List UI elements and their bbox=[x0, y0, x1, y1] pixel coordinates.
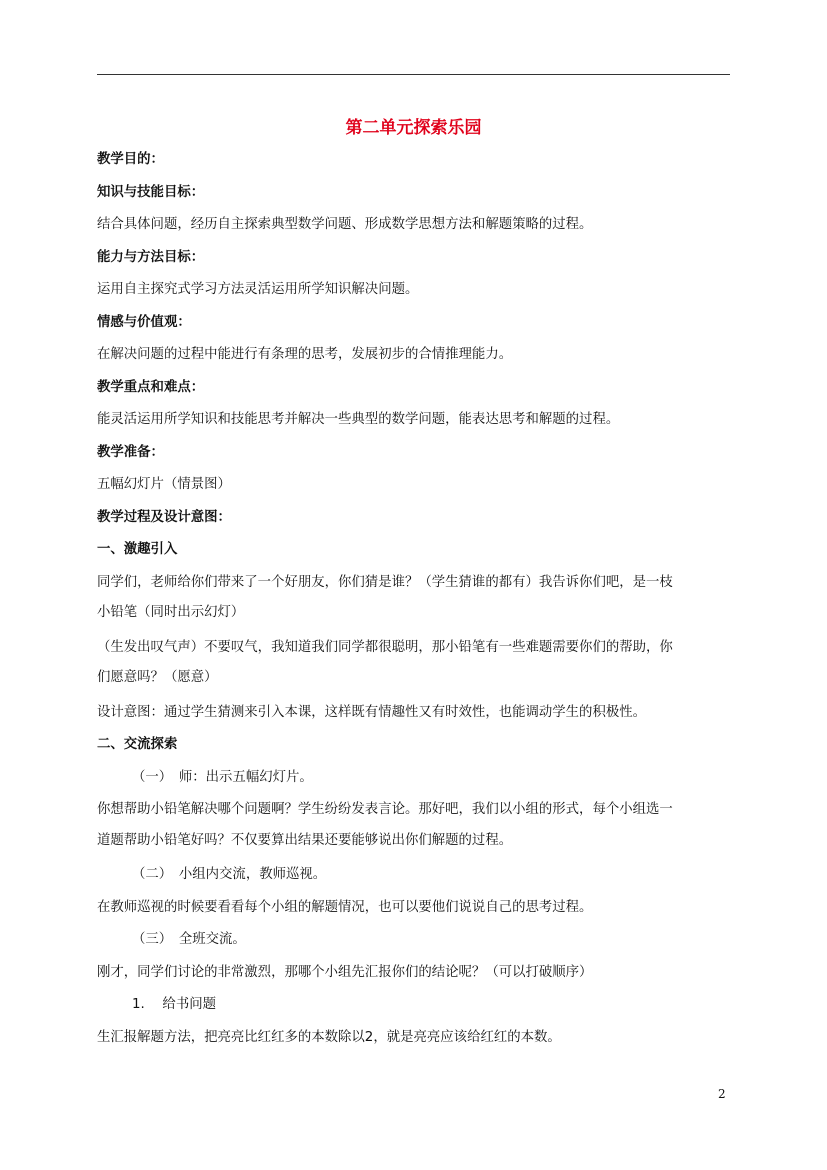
sub-item: （一） 师：出示五幅幻灯片。 bbox=[132, 770, 313, 785]
heading-emotion-value: 情感与价值观： bbox=[97, 315, 191, 330]
heading-ability-method: 能力与方法目标： bbox=[97, 250, 205, 265]
header-rule bbox=[97, 74, 730, 75]
paragraph: 们愿意吗？（愿意） bbox=[97, 670, 218, 685]
section-heading-1: 一、激趣引入 bbox=[97, 542, 178, 557]
paragraph: 运用自主探究式学习方法灵活运用所学知识解决问题。 bbox=[97, 282, 419, 297]
paragraph: 生汇报解题方法，把亮亮比红红多的本数除以2，就是亮亮应该给红红的本数。 bbox=[97, 1030, 561, 1045]
paragraph: 道题帮助小铅笔好吗？不仅要算出结果还要能够说出你们解题的过程。 bbox=[97, 833, 513, 848]
paragraph: 同学们，老师给你们带来了一个好朋友，你们猜是谁？（学生猜谁的都有）我告诉你们吧，是一枝 bbox=[97, 575, 673, 590]
paragraph: （生发出叹气声）不要叹气，我知道我们同学都很聪明，那小铅笔有一些难题需要你们的帮助，你 bbox=[97, 640, 673, 655]
paragraph: 在解决问题的过程中能进行有条理的思考，发展初步的合情推理能力。 bbox=[97, 347, 513, 362]
paragraph: 设计意图：通过学生猜测来引入本课，这样既有情趣性又有时效性，也能调动学生的积极性。 bbox=[97, 705, 647, 720]
paragraph: 小铅笔（同时出示幻灯） bbox=[97, 605, 245, 620]
numbered-item: 1. 给书问题 bbox=[132, 997, 216, 1012]
heading-preparation: 教学准备： bbox=[97, 445, 164, 460]
heading-teaching-purpose: 教学目的： bbox=[97, 152, 164, 167]
paragraph: 在教师巡视的时候要看看每个小组的解题情况，也可以要他们说说自己的思考过程。 bbox=[97, 900, 593, 915]
paragraph: 你想帮助小铅笔解决哪个问题啊？学生纷纷发表言论。那好吧，我们以小组的形式，每个小组选一 bbox=[97, 802, 673, 817]
heading-process: 教学过程及设计意图： bbox=[97, 510, 231, 525]
document-title: 第二单元探索乐园 bbox=[345, 118, 482, 138]
paragraph: 能灵活运用所学知识和技能思考并解决一些典型的数学问题，能表达思考和解题的过程。 bbox=[97, 412, 620, 427]
page-number: 2 bbox=[718, 1087, 726, 1101]
section-heading-2: 二、交流探索 bbox=[97, 737, 178, 752]
paragraph: 结合具体问题，经历自主探索典型数学问题、形成数学思想方法和解题策略的过程。 bbox=[97, 217, 593, 232]
paragraph: 五幅幻灯片（情景图） bbox=[97, 477, 231, 492]
sub-item: （三） 全班交流。 bbox=[132, 932, 246, 947]
heading-knowledge-skill: 知识与技能目标： bbox=[97, 185, 205, 200]
sub-item: （二） 小组内交流，教师巡视。 bbox=[132, 867, 327, 882]
heading-key-points: 教学重点和难点： bbox=[97, 380, 205, 395]
paragraph: 刚才，同学们讨论的非常激烈，那哪个小组先汇报你们的结论呢？（可以打破顺序） bbox=[97, 965, 593, 980]
